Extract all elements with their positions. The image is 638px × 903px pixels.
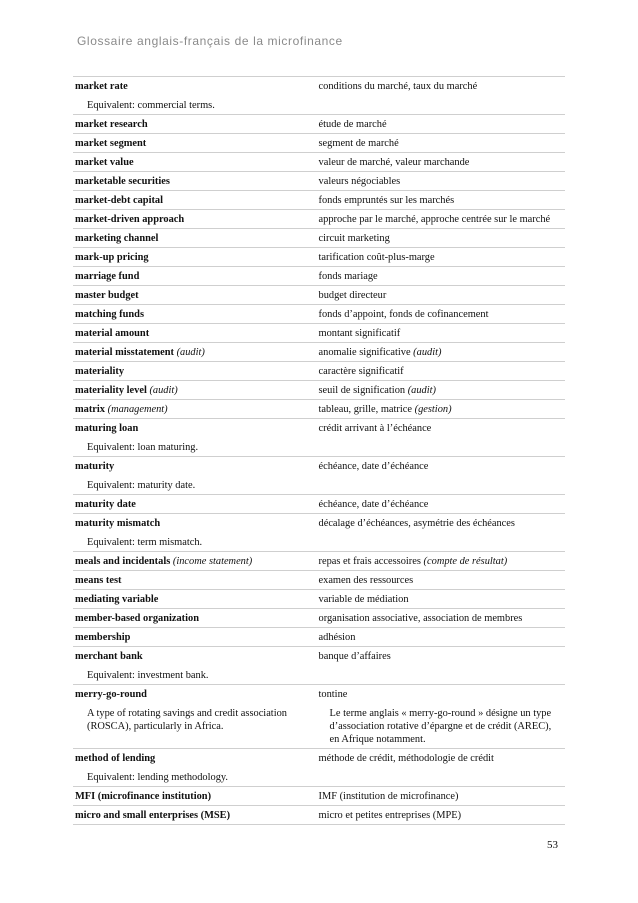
glossary-row — [73, 684, 565, 748]
english-term-cell — [73, 749, 319, 786]
glossary-row — [73, 266, 565, 285]
english-term: materiality level — [75, 385, 147, 396]
french-translation: fonds d’appoint, fonds de cofinancement — [318, 309, 489, 320]
english-term-cell — [73, 495, 319, 513]
french-translation-cell — [319, 514, 565, 551]
french-translation: segment de marché — [318, 138, 399, 149]
glossary-row — [73, 494, 565, 513]
glossary-row — [73, 805, 565, 825]
glossary-row — [73, 133, 565, 152]
english-term-cell — [73, 172, 319, 190]
english-term-cell — [73, 267, 319, 285]
glossary-row — [73, 114, 565, 133]
translation-qualifier: (gestion) — [414, 404, 452, 415]
glossary-row — [73, 209, 565, 228]
french-translation-cell — [319, 457, 565, 494]
english-term: market segment — [75, 138, 147, 149]
english-term: material misstatement — [75, 347, 174, 358]
glossary-row — [73, 304, 565, 323]
english-term: market rate — [75, 81, 128, 92]
french-translation: crédit arrivant à l’échéance — [318, 423, 432, 434]
glossary-row — [73, 190, 565, 209]
french-translation: échéance, date d’échéance — [318, 499, 429, 510]
english-term: market value — [75, 157, 134, 168]
glossary-row — [73, 786, 565, 805]
french-translation-cell — [319, 647, 565, 684]
english-term-cell — [73, 305, 319, 323]
equivalent-note: Equivalent: commercial terms. — [87, 100, 215, 111]
english-term: market-driven approach — [75, 214, 185, 225]
english-term: maturity mismatch — [75, 518, 161, 529]
english-term-cell — [73, 153, 319, 171]
glossary-row — [73, 228, 565, 247]
french-translation-cell — [319, 77, 565, 114]
english-term-cell — [73, 647, 319, 684]
french-translation: fonds mariage — [318, 271, 378, 282]
english-term: matching funds — [75, 309, 145, 320]
french-translation-cell — [319, 571, 565, 589]
english-term-cell — [73, 514, 319, 551]
french-translation-cell — [319, 134, 565, 152]
english-term-cell — [73, 806, 319, 824]
french-translation: examen des ressources — [318, 575, 414, 586]
glossary-row — [73, 748, 565, 786]
french-translation: adhésion — [318, 632, 356, 643]
french-translation: conditions du marché, taux du marché — [318, 81, 478, 92]
french-translation: variable de médiation — [318, 594, 409, 605]
english-term-cell — [73, 210, 319, 228]
english-term: merchant bank — [75, 651, 143, 662]
english-term: matrix — [75, 404, 106, 415]
english-term-cell — [73, 552, 319, 570]
french-translation: repas et frais accessoires — [318, 556, 421, 567]
translation-note: Le terme anglais « merry-go-round » désigne un type d’association rotative d’épargne et de crédit (AREC), en Afrique notamment. — [329, 708, 552, 745]
equivalent-note: Equivalent: investment bank. — [87, 670, 209, 681]
french-translation: banque d’affaires — [318, 651, 391, 662]
page-number: 53 — [547, 839, 558, 851]
translation-qualifier: (audit) — [413, 347, 442, 358]
english-term-cell — [73, 229, 319, 247]
english-term-cell — [73, 248, 319, 266]
french-translation-cell — [319, 210, 565, 228]
english-term: merry-go-round — [75, 689, 147, 700]
english-term: materiality — [75, 366, 125, 377]
french-translation-cell — [319, 685, 565, 748]
french-translation: micro et petites entreprises (MPE) — [318, 810, 462, 821]
english-term: maturity — [75, 461, 115, 472]
french-translation: anomalie significative — [318, 347, 411, 358]
glossary-row — [73, 171, 565, 190]
english-term: mark-up pricing — [75, 252, 149, 263]
french-translation-cell — [319, 552, 565, 570]
english-term-cell — [73, 381, 319, 399]
english-term-cell — [73, 590, 319, 608]
french-translation: tontine — [318, 689, 348, 700]
running-header: Glossaire anglais-français de la microfinance — [77, 34, 343, 48]
english-term-cell — [73, 787, 319, 805]
glossary-row — [73, 513, 565, 551]
english-term-cell — [73, 419, 319, 456]
glossary-row — [73, 361, 565, 380]
equivalent-note: Equivalent: lending methodology. — [87, 772, 229, 783]
french-translation: échéance, date d’échéance — [318, 461, 429, 472]
glossary-row — [73, 152, 565, 171]
english-term: market research — [75, 119, 148, 130]
glossary-row — [73, 646, 565, 684]
french-translation-cell — [319, 191, 565, 209]
french-translation: approche par le marché, approche centrée sur le marché — [318, 214, 551, 225]
french-translation-cell — [319, 787, 565, 805]
glossary-row — [73, 418, 565, 456]
english-term: master budget — [75, 290, 139, 301]
french-translation-cell — [319, 419, 565, 456]
french-translation-cell — [319, 324, 565, 342]
french-translation: circuit marketing — [318, 233, 390, 244]
glossary-row — [73, 627, 565, 646]
glossary-row — [73, 285, 565, 304]
english-term-cell — [73, 286, 319, 304]
english-term-cell — [73, 77, 319, 114]
french-translation-cell — [319, 115, 565, 133]
glossary-row — [73, 551, 565, 570]
french-translation: tableau, grille, matrice — [318, 404, 412, 415]
french-translation: méthode de crédit, méthodologie de crédit — [318, 753, 494, 764]
english-term: marketable securities — [75, 176, 170, 187]
french-translation-cell — [319, 806, 565, 824]
glossary-row — [73, 570, 565, 589]
english-term: means test — [75, 575, 122, 586]
english-term-cell — [73, 685, 319, 748]
french-translation: valeurs négociables — [318, 176, 401, 187]
english-term-cell — [73, 134, 319, 152]
french-translation: tarification coût-plus-marge — [318, 252, 435, 263]
french-translation-cell — [319, 305, 565, 323]
english-term-cell — [73, 115, 319, 133]
french-translation-cell — [319, 495, 565, 513]
french-translation-cell — [319, 362, 565, 380]
equivalent-note: Equivalent: term mismatch. — [87, 537, 203, 548]
english-term: material amount — [75, 328, 150, 339]
english-term: method of lending — [75, 753, 156, 764]
french-translation-cell — [319, 628, 565, 646]
english-term: marketing channel — [75, 233, 159, 244]
french-translation-cell — [319, 248, 565, 266]
glossary-row — [73, 247, 565, 266]
english-term-cell — [73, 324, 319, 342]
french-translation-cell — [319, 590, 565, 608]
glossary-row — [73, 342, 565, 361]
english-term: member-based organization — [75, 613, 199, 624]
french-translation: étude de marché — [318, 119, 387, 130]
french-translation: montant significatif — [318, 328, 401, 339]
glossary-row — [73, 380, 565, 399]
french-translation-cell — [319, 609, 565, 627]
english-term: mediating variable — [75, 594, 159, 605]
english-term-cell — [73, 609, 319, 627]
term-qualifier: (income statement) — [172, 556, 253, 567]
french-translation-cell — [319, 749, 565, 786]
english-term-cell — [73, 400, 319, 418]
english-term: micro and small enterprises (MSE) — [75, 810, 231, 821]
english-term-cell — [73, 191, 319, 209]
english-term: market-debt capital — [75, 195, 164, 206]
french-translation: seuil de signification — [318, 385, 406, 396]
french-translation: IMF (institution de microfinance) — [318, 791, 459, 802]
french-translation: décalage d’échéances, asymétrie des échéances — [318, 518, 515, 529]
translation-qualifier: (audit) — [407, 385, 436, 396]
french-translation-cell — [319, 229, 565, 247]
english-term: marriage fund — [75, 271, 140, 282]
term-qualifier: (management) — [107, 404, 168, 415]
english-term-cell — [73, 343, 319, 361]
glossary-row — [73, 399, 565, 418]
glossary-row — [73, 608, 565, 627]
term-qualifier: (audit) — [176, 347, 205, 358]
french-translation-cell — [319, 343, 565, 361]
glossary-row — [73, 589, 565, 608]
english-term-cell — [73, 571, 319, 589]
equivalent-note: Equivalent: loan maturing. — [87, 442, 199, 453]
glossary-row — [73, 323, 565, 342]
glossary-row — [73, 76, 565, 114]
english-term-cell — [73, 362, 319, 380]
english-term: maturity date — [75, 499, 136, 510]
french-translation-cell — [319, 172, 565, 190]
english-term: MFI (microfinance institution) — [75, 791, 212, 802]
french-translation: budget directeur — [318, 290, 387, 301]
french-translation: organisation associative, association de membres — [318, 613, 523, 624]
english-term: meals and incidentals — [75, 556, 171, 567]
french-translation: fonds empruntés sur les marchés — [318, 195, 455, 206]
french-translation: caractère significatif — [318, 366, 404, 377]
french-translation-cell — [319, 286, 565, 304]
glossary-row — [73, 456, 565, 494]
french-translation-cell — [319, 267, 565, 285]
english-term: maturing loan — [75, 423, 139, 434]
french-translation-cell — [319, 381, 565, 399]
equivalent-note: Equivalent: maturity date. — [87, 480, 196, 491]
english-term-cell — [73, 628, 319, 646]
equivalent-note: A type of rotating savings and credit association (ROSCA), particularly in Africa. — [87, 708, 287, 732]
term-qualifier: (audit) — [149, 385, 178, 396]
english-term-cell — [73, 457, 319, 494]
glossary-table — [73, 76, 565, 825]
french-translation-cell — [319, 153, 565, 171]
french-translation: valeur de marché, valeur marchande — [318, 157, 470, 168]
french-translation-cell — [319, 400, 565, 418]
translation-qualifier: (compte de résultat) — [423, 556, 508, 567]
english-term: membership — [75, 632, 131, 643]
